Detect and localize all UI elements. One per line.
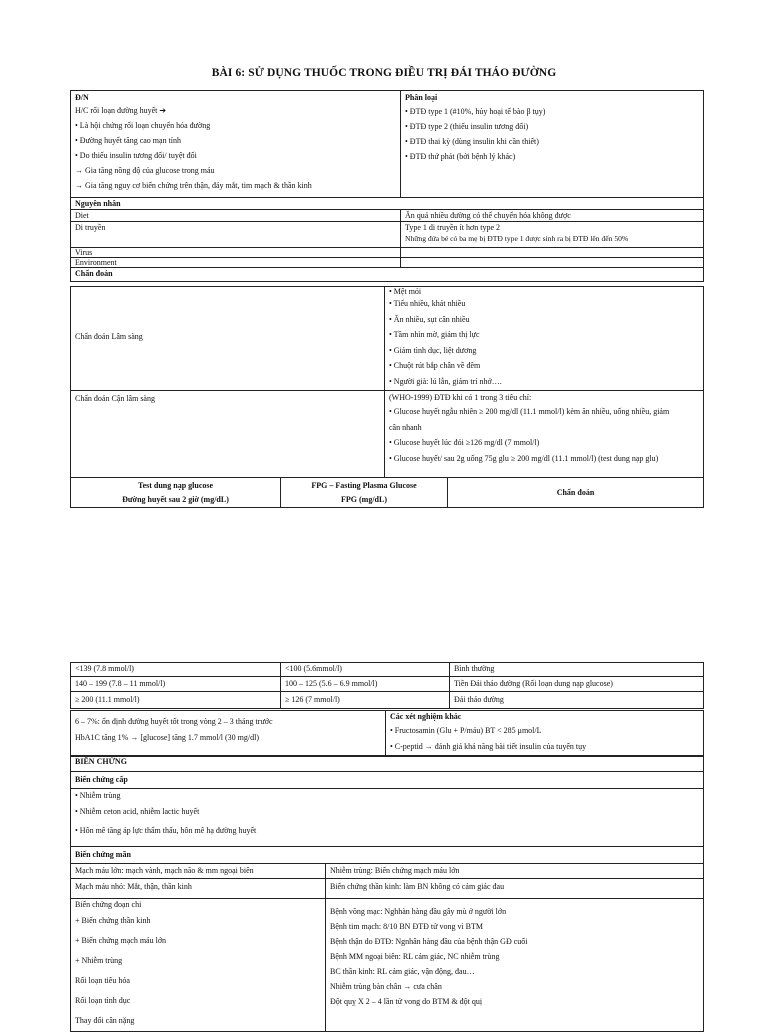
complications-header: BIẾN CHỨNG: [71, 757, 704, 772]
chronic-effect: BC thần kinh: RL cảm giác, vận động, đau…: [330, 967, 475, 976]
ogtt-header-title: Test dung nạp glucose: [137, 480, 214, 490]
glucose-values-table: [70, 662, 704, 709]
clinical-diagnosis-label: Chẩn đoán Lâm sàng: [71, 287, 385, 391]
hba1c-line: 6 – 7%: ổn định đường huyết tốt trong vòng 2 – 3 tháng trước: [75, 717, 273, 726]
amputation-cell: [71, 899, 326, 1032]
complication-line: Thay đổi cân nặng: [75, 1016, 135, 1025]
diagnosis-result: Bình thường: [450, 663, 704, 677]
chronic-effect: Đột quỵ X 2 – 4 lần tử vong do BTM & đột quị: [330, 997, 483, 1006]
definition-line: → Gia tăng nguy cơ biến chứng trên thận, đáy mắt, tim mạch & thần kinh: [75, 181, 312, 190]
definition-table: [70, 90, 704, 282]
classification-line: • ĐTĐ thai kỳ (dùng insulin khi cần thiết): [405, 137, 539, 146]
ogtt-value: 140 – 199 (7.8 – 11 mmol/l): [71, 677, 281, 692]
fpg-header: [281, 478, 448, 508]
diagnosis-result: Tiền Đái tháo đường (Rối loạn dung nạp glucose): [450, 677, 704, 692]
definition-line: • Đường huyết tăng cao mạn tính: [75, 136, 182, 145]
microvascular-cell: Mạch máu nhỏ: Mắt, thận, thần kinh: [71, 879, 326, 899]
chronic-effect: Bệnh MM ngoại biên: RL cảm giác, NC nhiễm trùng: [330, 952, 500, 961]
classification-header: Phân loại: [405, 93, 438, 102]
clinical-sign: • Mệt mỏi: [389, 287, 422, 296]
acute-complications-header: Biến chứng cấp: [71, 772, 704, 789]
cause-header: Nguyên nhân: [71, 198, 704, 210]
glucose-header-table: [70, 477, 704, 508]
acute-complications-list: [71, 789, 704, 847]
fpg-header-unit: FPG (mg/dL): [341, 494, 387, 504]
other-tests-cell: [386, 711, 704, 756]
fpg-header-title: FPG – Fasting Plasma Glucose: [311, 480, 417, 490]
complication-line: + Biến chứng mạch máu lớn: [75, 936, 167, 945]
complication-line: Rối loạn tình dục: [75, 996, 131, 1005]
fpg-value: 100 – 125 (5.6 – 6.9 mmol/l): [281, 677, 450, 692]
genetic-label: Di truyền: [71, 222, 401, 248]
lab-criterion: • Glucose huyết ngẫu nhiên ≥ 200 mg/dl (11.1 mmol/l) kèm ăn nhiều, uống nhiều, giảm: [389, 407, 670, 416]
acute-complication: • Nhiễm ceton acid, nhiễm lactic huyết: [75, 807, 200, 816]
lab-criterion: (WHO-1999) ĐTĐ khi có 1 trong 3 tiêu chí:: [389, 393, 532, 402]
definition-header: Đ/N: [75, 93, 89, 102]
genetic-line: Type 1 di truyền ít hơn type 2: [405, 223, 500, 232]
lab-criterion: • Glucose huyết/ sau 2g uống 75g glu ≥ 200 mg/dl (11.1 mmol/l) (test dung nạp glu): [389, 453, 659, 463]
lab-criterion: • Glucose huyết lúc đói ≥126 mg/dl (7 mmol/l): [389, 438, 540, 447]
definition-cell: [71, 91, 401, 198]
chronic-effects-cell: [326, 899, 704, 1032]
classification-line: • ĐTĐ type 1 (#10%, hủy hoại tế bào β tụy): [405, 107, 546, 116]
virus-label: Virus: [71, 248, 401, 258]
lab-diagnosis-list: [385, 391, 704, 478]
definition-line: → Gia tăng nồng độ của glucose trong máu: [75, 166, 215, 175]
clinical-sign: • Tiểu nhiều, khát nhiều: [389, 299, 466, 308]
clinical-sign: • Ăn nhiều, sụt cân nhiều: [389, 314, 470, 324]
lab-criterion: cân nhanh: [389, 422, 422, 432]
ogtt-header: [71, 478, 281, 508]
ogtt-header-unit: Đường huyết sau 2 giờ (mg/dL): [122, 494, 229, 504]
environment-label: Environment: [71, 258, 401, 268]
complication-line: Biến chứng đoạn chi: [75, 900, 142, 909]
page-title: BÀI 6: SỬ DỤNG THUỐC TRONG ĐIỀU TRỊ ĐÁI THÁO ĐƯỜNG: [211, 67, 557, 79]
diagnosis-result: Đái tháo đường: [450, 692, 704, 709]
clinical-sign: • Người già: lú lẫn, giảm trí nhớ….: [389, 376, 502, 386]
classification-line: • ĐTĐ thứ phát (bởi bệnh lý khác): [405, 152, 516, 161]
other-tests-header: Các xét nghiệm khác: [390, 712, 462, 721]
chronic-effect: Bệnh võng mạc: Nghhàn hàng đầu gây mù ở người lớn: [330, 907, 507, 916]
clinical-sign: • Tầm nhìn mờ, giảm thị lực: [389, 330, 480, 339]
macrovascular-cell: Mạch máu lớn: mạch vành, mạch não & mm ngoại biên: [71, 864, 326, 879]
virus-value: [401, 248, 704, 258]
hba1c-cell: [71, 711, 386, 756]
genetic-line: Những đứa bé có ba mẹ bị ĐTĐ type 1 được sinh ra bị ĐTĐ lên đến 50%: [405, 234, 629, 243]
acute-complication: • Nhiễm trùng: [75, 791, 121, 800]
complication-line: + Biến chứng thần kinh: [75, 916, 151, 925]
genetic-value: [401, 222, 704, 248]
ogtt-value: ≥ 200 (11.1 mmol/l): [71, 692, 281, 709]
chronic-effect: Bệnh tim mạch: 8/10 BN ĐTĐ tử vong vì BTM: [330, 922, 483, 931]
hba1c-line: HbA1C tăng 1% → [glucose] tăng 1.7 mmol/l (30 mg/dl): [75, 733, 259, 742]
lab-tests-table: [70, 710, 704, 756]
complications-table: [70, 756, 704, 1032]
complication-line: Rối loạn tiêu hóa: [75, 976, 130, 985]
other-test: • C-peptid → đánh giá khả năng bài tiết insulin của tuyến tụy: [390, 742, 587, 751]
definition-line: • Do thiếu insulin tương đối/ tuyệt đối: [75, 151, 197, 160]
lab-diagnosis-label: Chẩn đoán Cận lâm sàng: [71, 391, 385, 478]
classification-cell: [401, 91, 704, 198]
classification-line: • ĐTĐ type 2 (thiếu insulin tương đối): [405, 122, 529, 131]
clinical-sign: • Chuột rút bắp chân về đêm: [389, 361, 481, 370]
infection-cell: Nhiễm trùng: Biến chứng mạch máu lớn: [326, 864, 704, 879]
complication-line: + Nhiễm trùng: [75, 956, 123, 965]
diagnosis-table: [70, 286, 704, 478]
chronic-effect: Nhiễm trùng bàn chân → cưa chân: [330, 982, 442, 991]
diet-value: Ăn quá nhiều đường có thể chuyển hóa không được: [401, 210, 704, 222]
chronic-effect: Bệnh thận do ĐTĐ: Ngnhân hàng đầu của bệnh thận GĐ cuối: [330, 937, 528, 946]
diagnosis-header: Chẩn đoán: [71, 268, 704, 282]
fpg-value: <100 (5.6mmol/l): [281, 663, 450, 677]
clinical-sign: • Giảm tình dục, liệt dương: [389, 345, 477, 355]
diet-label: Diet: [71, 210, 401, 222]
neuropathy-cell: Biến chứng thần kinh: làm BN không có cảm giác đau: [326, 879, 704, 899]
acute-complication: • Hôn mê tăng áp lực thẩm thấu, hôn mê hạ đường huyết: [75, 826, 257, 835]
chronic-complications-header: Biến chứng mãn: [71, 847, 704, 864]
environment-value: [401, 258, 704, 268]
ogtt-value: <139 (7.8 mmol/l): [71, 663, 281, 677]
clinical-diagnosis-list: [385, 287, 704, 391]
other-test: • Fructosamin (Glu + P/máu) BT < 285 μmol/L: [390, 726, 542, 735]
diagnosis-result-header: Chẩn đoán: [448, 478, 704, 508]
definition-line: • Là hội chứng rối loạn chuyển hóa đường: [75, 121, 211, 130]
fpg-value: ≥ 126 (7 mmol/l): [281, 692, 450, 709]
definition-line: H/C rối loạn đường huyết ➔: [75, 106, 167, 115]
